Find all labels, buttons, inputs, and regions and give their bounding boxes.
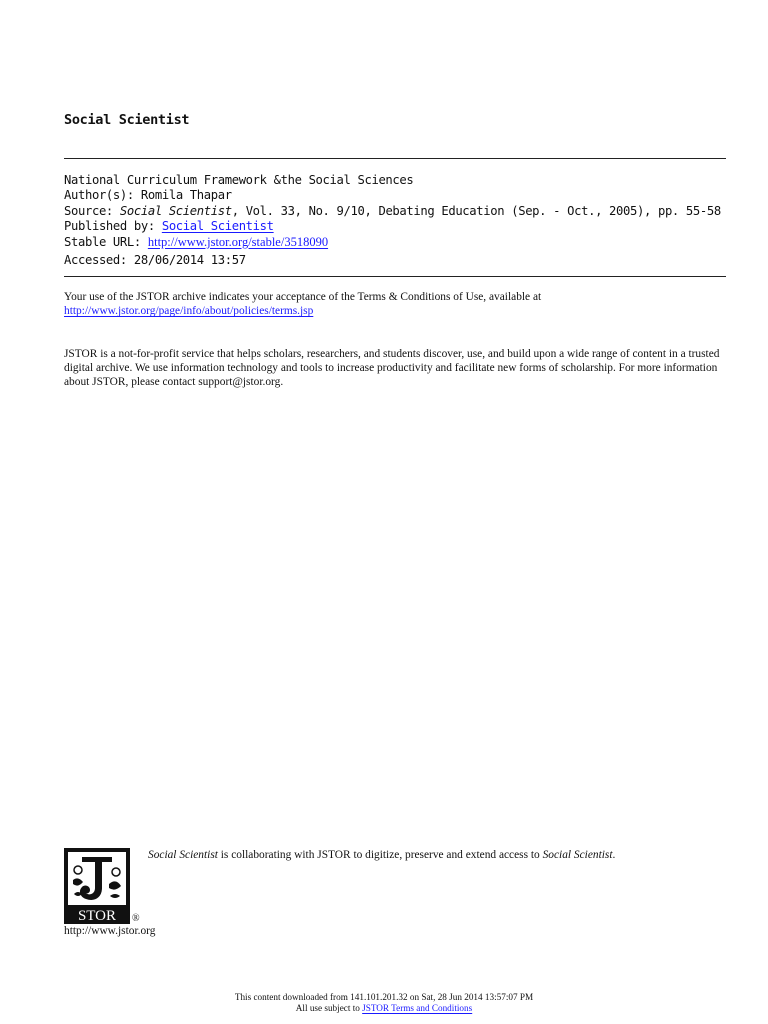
journal-title: Social Scientist: [64, 112, 190, 128]
source-details: , Vol. 33, No. 9/10, Debating Education (Sep. - Oct., 2005), pp. 55-58: [231, 203, 721, 218]
top-divider: [64, 158, 726, 159]
source-journal: Social Scientist: [119, 203, 232, 218]
jstor-logo: [64, 848, 130, 924]
author-name: Romila Thapar: [140, 188, 232, 203]
article-title: National Curriculum Framework &the Social Sciences: [64, 173, 414, 187]
terms-footer-link[interactable]: JSTOR Terms and Conditions: [362, 1002, 473, 1013]
author-line: [64, 188, 721, 203]
logo-letters: STOR: [77, 908, 117, 924]
jstor-homepage-link[interactable]: http://www.jstor.org: [64, 925, 156, 937]
terms-text: Your use of the JSTOR archive indicates your acceptance of the Terms & Conditions of Use, available at: [64, 291, 542, 303]
accessed-label: Accessed:: [64, 253, 134, 268]
publisher-link[interactable]: Social Scientist: [161, 219, 274, 234]
terms-footer-line: [0, 1003, 768, 1014]
publisher-line: [64, 219, 721, 234]
publisher-label: Published by:: [64, 219, 162, 234]
stable-url-label: Stable URL:: [64, 234, 148, 249]
author-label: Author(s):: [64, 188, 141, 203]
bottom-divider: [64, 276, 726, 277]
citation-block: [64, 173, 721, 268]
jstor-logo-icon: [64, 848, 130, 924]
collaboration-notice: [148, 849, 615, 861]
collab-journal-b: Social Scientist: [542, 849, 613, 861]
collab-journal-a: Social Scientist: [148, 849, 218, 861]
terms-footer-prefix: All use subject to: [295, 1002, 363, 1013]
registered-mark: ®: [132, 913, 140, 924]
terms-link[interactable]: http://www.jstor.org/page/info/about/policies/terms.jsp: [64, 305, 314, 317]
download-footer: [0, 992, 768, 1013]
about-jstor: JSTOR is a not-for-profit service that helps scholars, researchers, and students discover, use, and build upon a wide range of content in a trusted digital archive. We use information technology and tools to increase productivity and facilitate new forms of scholarship. For more information about JSTOR, please contact support@jstor.org.: [64, 348, 720, 388]
stable-url-line: [64, 235, 721, 250]
source-label: Source:: [64, 203, 120, 218]
collab-text: is collaborating with JSTOR to digitize, preserve and extend access to: [217, 849, 543, 861]
source-line: [64, 204, 721, 219]
accessed-date: 28/06/2014 13:57: [133, 253, 246, 268]
terms-notice: [64, 290, 724, 318]
stable-url-link[interactable]: http://www.jstor.org/stable/3518090: [147, 234, 329, 249]
collab-end: .: [612, 849, 616, 861]
accessed-line: [64, 253, 721, 268]
download-info: This content downloaded from 141.101.201.32 on Sat, 28 Jun 2014 13:57:07 PM: [234, 992, 534, 1002]
